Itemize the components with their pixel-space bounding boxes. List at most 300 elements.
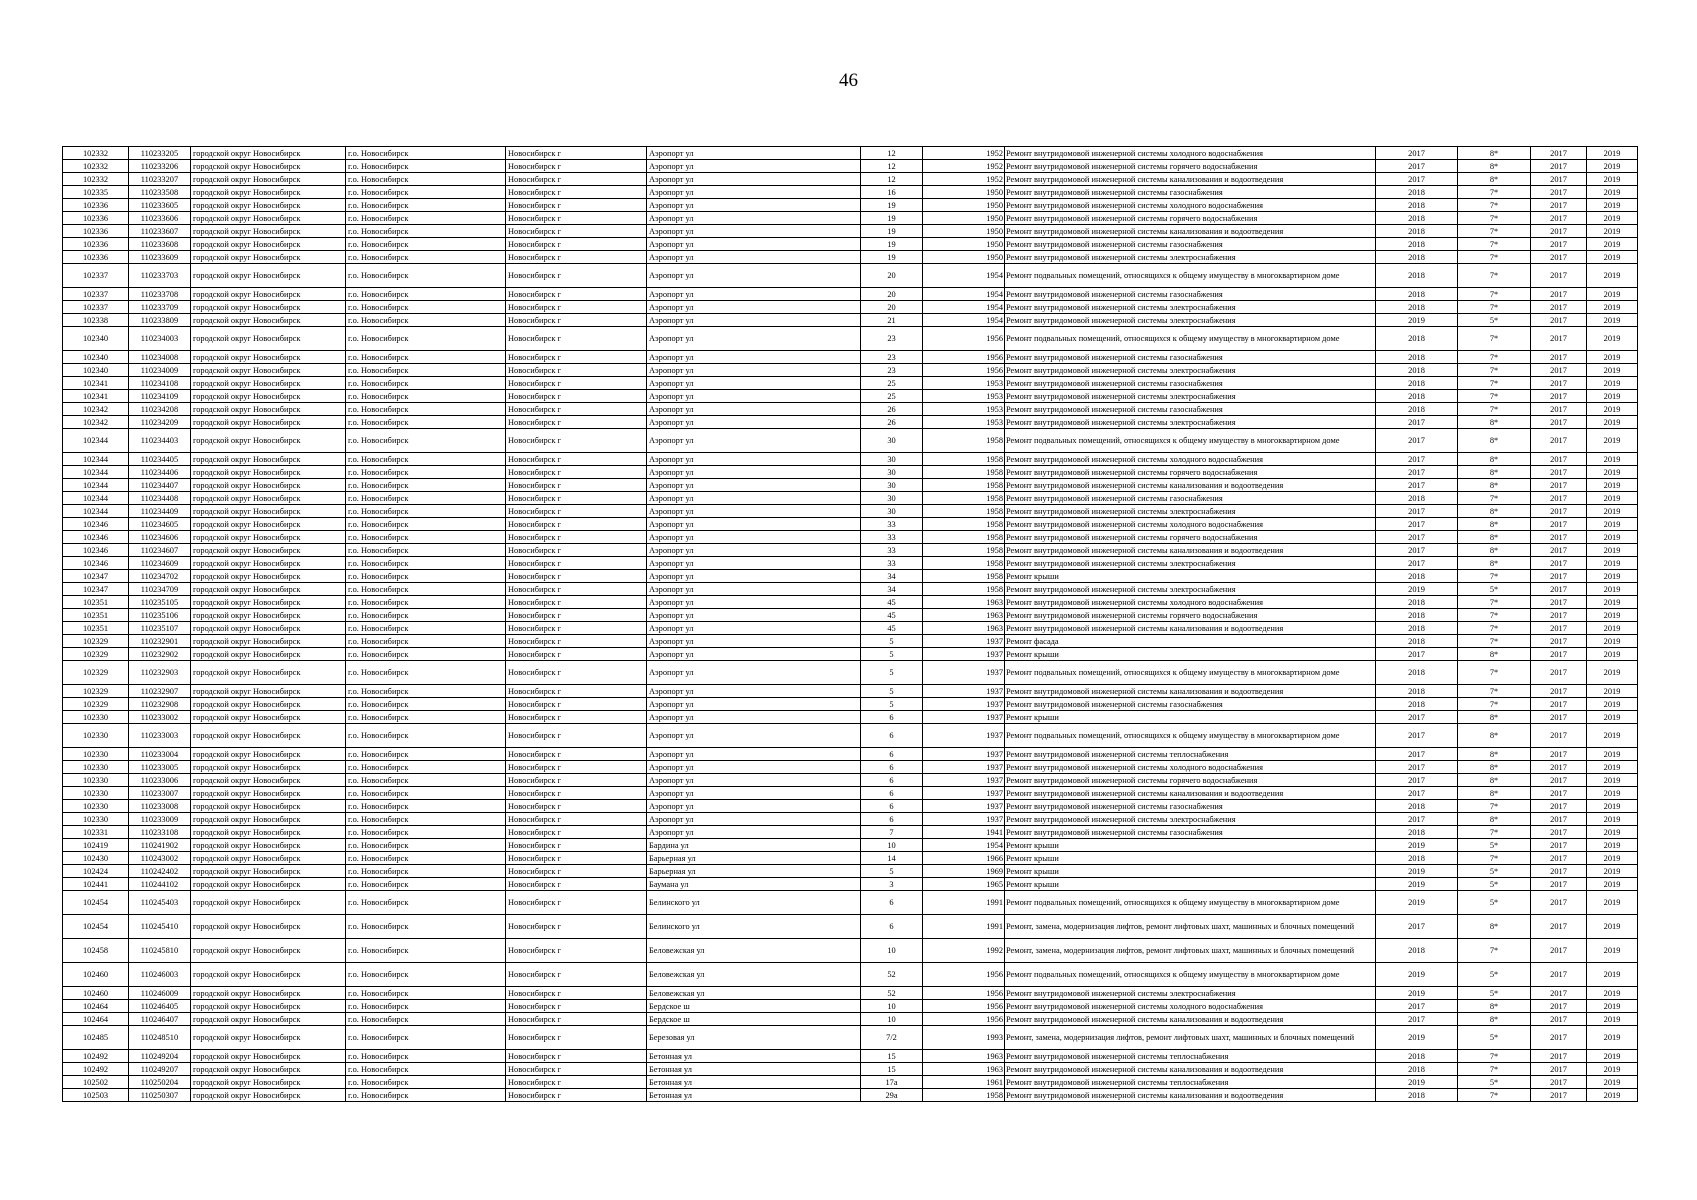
- cell-street: Аэропорт ул: [647, 787, 861, 800]
- cell-house-number: 5: [861, 635, 923, 648]
- cell-city: Новосибирск г: [506, 635, 647, 648]
- cell-build-year: 1953: [923, 403, 1005, 416]
- cell-street: Аэропорт ул: [647, 531, 861, 544]
- cell-period-end: 2019: [1587, 1013, 1638, 1026]
- cell-work-id: 110234009: [129, 364, 191, 377]
- cell-period-start: 2017: [1531, 544, 1587, 557]
- cell-plan-year: 2019: [1376, 963, 1458, 987]
- cell-priority: 5*: [1458, 963, 1531, 987]
- cell-priority: 8*: [1458, 453, 1531, 466]
- cell-period-end: 2019: [1587, 1089, 1638, 1102]
- cell-house-id: 102441: [63, 878, 129, 891]
- cell-priority: 7*: [1458, 251, 1531, 264]
- cell-period-start: 2017: [1531, 915, 1587, 939]
- cell-house-number: 30: [861, 505, 923, 518]
- cell-work-type: Ремонт крыши: [1005, 852, 1376, 865]
- cell-street: Аэропорт ул: [647, 351, 861, 364]
- cell-priority: 8*: [1458, 416, 1531, 429]
- table-row: [63, 364, 1638, 377]
- cell-house-id: 102329: [63, 661, 129, 685]
- cell-period-end: 2019: [1587, 724, 1638, 748]
- cell-plan-year: 2019: [1376, 987, 1458, 1000]
- cell-period-end: 2019: [1587, 635, 1638, 648]
- cell-house-number: 33: [861, 557, 923, 570]
- table-row: [63, 351, 1638, 364]
- cell-work-id: 110245810: [129, 939, 191, 963]
- cell-house-id: 102346: [63, 531, 129, 544]
- cell-street: Аэропорт ул: [647, 264, 861, 288]
- cell-house-number: 7: [861, 826, 923, 839]
- cell-period-start: 2017: [1531, 622, 1587, 635]
- table-row: [63, 199, 1638, 212]
- cell-period-start: 2017: [1531, 891, 1587, 915]
- cell-house-number: 10: [861, 1013, 923, 1026]
- cell-plan-year: 2017: [1376, 466, 1458, 479]
- cell-settlement: г.о. Новосибирск: [346, 570, 506, 583]
- cell-city: Новосибирск г: [506, 939, 647, 963]
- table-row: [63, 403, 1638, 416]
- cell-municipality: городской округ Новосибирск: [191, 826, 346, 839]
- cell-period-start: 2017: [1531, 466, 1587, 479]
- cell-house-id: 102351: [63, 596, 129, 609]
- table-row: [63, 685, 1638, 698]
- cell-period-start: 2017: [1531, 557, 1587, 570]
- cell-house-number: 6: [861, 711, 923, 724]
- cell-build-year: 1937: [923, 748, 1005, 761]
- cell-work-type: Ремонт подвальных помещений, относящихся к общему имуществу в многоквартирном доме: [1005, 963, 1376, 987]
- cell-work-type: Ремонт внутридомовой инженерной системы газоснабжения: [1005, 238, 1376, 251]
- cell-priority: 8*: [1458, 711, 1531, 724]
- cell-house-id: 102337: [63, 264, 129, 288]
- cell-work-type: Ремонт внутридомовой инженерной системы электроснабжения: [1005, 583, 1376, 596]
- cell-build-year: 1966: [923, 852, 1005, 865]
- table-row: [63, 826, 1638, 839]
- cell-municipality: городской округ Новосибирск: [191, 505, 346, 518]
- table-row: [63, 987, 1638, 1000]
- cell-house-id: 102347: [63, 583, 129, 596]
- cell-build-year: 1954: [923, 288, 1005, 301]
- cell-period-end: 2019: [1587, 251, 1638, 264]
- cell-build-year: 1963: [923, 622, 1005, 635]
- cell-settlement: г.о. Новосибирск: [346, 826, 506, 839]
- cell-city: Новосибирск г: [506, 288, 647, 301]
- cell-work-id: 110232907: [129, 685, 191, 698]
- cell-period-start: 2017: [1531, 225, 1587, 238]
- cell-plan-year: 2018: [1376, 186, 1458, 199]
- cell-period-end: 2019: [1587, 264, 1638, 288]
- cell-municipality: городской округ Новосибирск: [191, 852, 346, 865]
- cell-period-end: 2019: [1587, 314, 1638, 327]
- cell-priority: 7*: [1458, 826, 1531, 839]
- cell-municipality: городской округ Новосибирск: [191, 288, 346, 301]
- cell-build-year: 1937: [923, 685, 1005, 698]
- cell-period-start: 2017: [1531, 518, 1587, 531]
- cell-work-type: Ремонт, замена, модернизация лифтов, ремонт лифтовых шахт, машинных и блочных помещений: [1005, 939, 1376, 963]
- cell-city: Новосибирск г: [506, 238, 647, 251]
- cell-period-end: 2019: [1587, 403, 1638, 416]
- cell-settlement: г.о. Новосибирск: [346, 544, 506, 557]
- cell-street: Аэропорт ул: [647, 518, 861, 531]
- table-row: [63, 147, 1638, 160]
- cell-build-year: 1953: [923, 390, 1005, 403]
- cell-period-start: 2017: [1531, 364, 1587, 377]
- cell-municipality: городской округ Новосибирск: [191, 787, 346, 800]
- cell-street: Аэропорт ул: [647, 505, 861, 518]
- cell-house-id: 102329: [63, 685, 129, 698]
- cell-work-id: 110250204: [129, 1076, 191, 1089]
- cell-work-type: Ремонт внутридомовой инженерной системы холодного водоснабжения: [1005, 518, 1376, 531]
- cell-work-id: 110234605: [129, 518, 191, 531]
- cell-period-start: 2017: [1531, 1000, 1587, 1013]
- cell-municipality: городской округ Новосибирск: [191, 173, 346, 186]
- cell-street: Барьерная ул: [647, 865, 861, 878]
- cell-settlement: г.о. Новосибирск: [346, 531, 506, 544]
- cell-priority: 7*: [1458, 327, 1531, 351]
- cell-plan-year: 2018: [1376, 661, 1458, 685]
- table-row: [63, 787, 1638, 800]
- table-row: [63, 891, 1638, 915]
- cell-settlement: г.о. Новосибирск: [346, 1063, 506, 1076]
- cell-work-type: Ремонт подвальных помещений, относящихся к общему имуществу в многоквартирном доме: [1005, 724, 1376, 748]
- cell-house-id: 102503: [63, 1089, 129, 1102]
- cell-build-year: 1993: [923, 1026, 1005, 1050]
- cell-period-start: 2017: [1531, 479, 1587, 492]
- cell-house-number: 19: [861, 212, 923, 225]
- cell-street: Аэропорт ул: [647, 327, 861, 351]
- cell-settlement: г.о. Новосибирск: [346, 186, 506, 199]
- cell-priority: 5*: [1458, 878, 1531, 891]
- cell-period-start: 2017: [1531, 429, 1587, 453]
- cell-period-end: 2019: [1587, 787, 1638, 800]
- cell-build-year: 1941: [923, 826, 1005, 839]
- cell-work-id: 110249207: [129, 1063, 191, 1076]
- cell-house-id: 102344: [63, 479, 129, 492]
- cell-street: Бардина ул: [647, 839, 861, 852]
- cell-period-end: 2019: [1587, 1063, 1638, 1076]
- cell-municipality: городской округ Новосибирск: [191, 724, 346, 748]
- table-row: [63, 1000, 1638, 1013]
- cell-build-year: 1958: [923, 583, 1005, 596]
- cell-work-type: Ремонт внутридомовой инженерной системы горячего водоснабжения: [1005, 466, 1376, 479]
- cell-priority: 8*: [1458, 915, 1531, 939]
- cell-street: Аэропорт ул: [647, 416, 861, 429]
- cell-settlement: г.о. Новосибирск: [346, 212, 506, 225]
- cell-city: Новосибирск г: [506, 963, 647, 987]
- cell-work-type: Ремонт подвальных помещений, относящихся к общему имуществу в многоквартирном доме: [1005, 661, 1376, 685]
- table-row: [63, 648, 1638, 661]
- cell-house-number: 6: [861, 787, 923, 800]
- cell-house-number: 12: [861, 160, 923, 173]
- cell-house-number: 17а: [861, 1076, 923, 1089]
- cell-settlement: г.о. Новосибирск: [346, 839, 506, 852]
- cell-street: Аэропорт ул: [647, 377, 861, 390]
- cell-street: Аэропорт ул: [647, 429, 861, 453]
- cell-build-year: 1937: [923, 648, 1005, 661]
- cell-priority: 7*: [1458, 288, 1531, 301]
- cell-build-year: 1961: [923, 1076, 1005, 1089]
- cell-house-id: 102460: [63, 987, 129, 1000]
- cell-priority: 7*: [1458, 1050, 1531, 1063]
- cell-street: Аэропорт ул: [647, 199, 861, 212]
- cell-settlement: г.о. Новосибирск: [346, 724, 506, 748]
- cell-work-type: Ремонт подвальных помещений, относящихся к общему имуществу в многоквартирном доме: [1005, 891, 1376, 915]
- cell-municipality: городской округ Новосибирск: [191, 429, 346, 453]
- cell-period-end: 2019: [1587, 544, 1638, 557]
- cell-municipality: городской округ Новосибирск: [191, 364, 346, 377]
- cell-work-id: 110245410: [129, 915, 191, 939]
- cell-city: Новосибирск г: [506, 685, 647, 698]
- cell-plan-year: 2018: [1376, 351, 1458, 364]
- cell-plan-year: 2017: [1376, 1000, 1458, 1013]
- cell-build-year: 1958: [923, 492, 1005, 505]
- cell-house-id: 102454: [63, 891, 129, 915]
- cell-work-type: Ремонт внутридомовой инженерной системы канализования и водоотведения: [1005, 479, 1376, 492]
- cell-build-year: 1950: [923, 251, 1005, 264]
- cell-house-number: 12: [861, 173, 923, 186]
- cell-house-id: 102351: [63, 609, 129, 622]
- table-row: [63, 390, 1638, 403]
- cell-street: Аэропорт ул: [647, 761, 861, 774]
- cell-settlement: г.о. Новосибирск: [346, 314, 506, 327]
- cell-settlement: г.о. Новосибирск: [346, 518, 506, 531]
- cell-build-year: 1937: [923, 724, 1005, 748]
- cell-street: Аэропорт ул: [647, 583, 861, 596]
- cell-work-id: 110233004: [129, 748, 191, 761]
- cell-build-year: 1958: [923, 531, 1005, 544]
- cell-period-start: 2017: [1531, 147, 1587, 160]
- cell-priority: 7*: [1458, 351, 1531, 364]
- cell-municipality: городской округ Новосибирск: [191, 865, 346, 878]
- cell-municipality: городской округ Новосибирск: [191, 915, 346, 939]
- cell-work-type: Ремонт внутридомовой инженерной системы газоснабжения: [1005, 492, 1376, 505]
- cell-period-start: 2017: [1531, 264, 1587, 288]
- cell-build-year: 1953: [923, 377, 1005, 390]
- cell-settlement: г.о. Новосибирск: [346, 1026, 506, 1050]
- cell-house-id: 102331: [63, 826, 129, 839]
- cell-city: Новосибирск г: [506, 429, 647, 453]
- cell-build-year: 1991: [923, 915, 1005, 939]
- cell-period-end: 2019: [1587, 596, 1638, 609]
- cell-settlement: г.о. Новосибирск: [346, 288, 506, 301]
- cell-work-id: 110246009: [129, 987, 191, 1000]
- cell-period-start: 2017: [1531, 492, 1587, 505]
- cell-period-start: 2017: [1531, 852, 1587, 865]
- cell-street: Белинского ул: [647, 891, 861, 915]
- cell-work-type: Ремонт крыши: [1005, 839, 1376, 852]
- cell-house-id: 102454: [63, 915, 129, 939]
- cell-settlement: г.о. Новосибирск: [346, 596, 506, 609]
- cell-city: Новосибирск г: [506, 570, 647, 583]
- cell-settlement: г.о. Новосибирск: [346, 327, 506, 351]
- cell-priority: 8*: [1458, 479, 1531, 492]
- cell-period-start: 2017: [1531, 1089, 1587, 1102]
- cell-street: Аэропорт ул: [647, 147, 861, 160]
- cell-city: Новосибирск г: [506, 518, 647, 531]
- cell-municipality: городской округ Новосибирск: [191, 648, 346, 661]
- cell-period-end: 2019: [1587, 748, 1638, 761]
- cell-plan-year: 2019: [1376, 583, 1458, 596]
- table-row: [63, 531, 1638, 544]
- cell-work-id: 110234607: [129, 544, 191, 557]
- table-row: [63, 1013, 1638, 1026]
- cell-plan-year: 2019: [1376, 865, 1458, 878]
- cell-period-end: 2019: [1587, 609, 1638, 622]
- cell-municipality: городской округ Новосибирск: [191, 314, 346, 327]
- cell-priority: 5*: [1458, 865, 1531, 878]
- cell-plan-year: 2017: [1376, 160, 1458, 173]
- cell-city: Новосибирск г: [506, 212, 647, 225]
- cell-house-number: 5: [861, 685, 923, 698]
- cell-city: Новосибирск г: [506, 748, 647, 761]
- cell-house-number: 26: [861, 416, 923, 429]
- cell-priority: 8*: [1458, 544, 1531, 557]
- cell-settlement: г.о. Новосибирск: [346, 661, 506, 685]
- cell-street: Аэропорт ул: [647, 570, 861, 583]
- cell-settlement: г.о. Новосибирск: [346, 364, 506, 377]
- cell-house-number: 15: [861, 1063, 923, 1076]
- cell-house-id: 102485: [63, 1026, 129, 1050]
- cell-build-year: 1937: [923, 800, 1005, 813]
- cell-municipality: городской округ Новосибирск: [191, 518, 346, 531]
- cell-plan-year: 2018: [1376, 327, 1458, 351]
- cell-street: Аэропорт ул: [647, 160, 861, 173]
- cell-period-end: 2019: [1587, 939, 1638, 963]
- cell-city: Новосибирск г: [506, 557, 647, 570]
- cell-work-id: 110234409: [129, 505, 191, 518]
- cell-work-id: 110234702: [129, 570, 191, 583]
- cell-priority: 8*: [1458, 173, 1531, 186]
- cell-city: Новосибирск г: [506, 314, 647, 327]
- cell-work-id: 110234709: [129, 583, 191, 596]
- cell-build-year: 1958: [923, 466, 1005, 479]
- cell-street: Аэропорт ул: [647, 748, 861, 761]
- cell-plan-year: 2017: [1376, 544, 1458, 557]
- cell-city: Новосибирск г: [506, 1026, 647, 1050]
- cell-municipality: городской округ Новосибирск: [191, 963, 346, 987]
- cell-period-end: 2019: [1587, 531, 1638, 544]
- cell-plan-year: 2018: [1376, 288, 1458, 301]
- cell-build-year: 1954: [923, 301, 1005, 314]
- cell-settlement: г.о. Новосибирск: [346, 939, 506, 963]
- cell-house-id: 102492: [63, 1063, 129, 1076]
- cell-work-id: 110234108: [129, 377, 191, 390]
- cell-build-year: 1958: [923, 557, 1005, 570]
- cell-house-id: 102340: [63, 351, 129, 364]
- cell-city: Новосибирск г: [506, 800, 647, 813]
- cell-priority: 8*: [1458, 724, 1531, 748]
- cell-priority: 7*: [1458, 939, 1531, 963]
- cell-priority: 8*: [1458, 648, 1531, 661]
- cell-period-start: 2017: [1531, 351, 1587, 364]
- cell-house-id: 102458: [63, 939, 129, 963]
- cell-house-number: 20: [861, 264, 923, 288]
- cell-work-id: 110250307: [129, 1089, 191, 1102]
- cell-work-type: Ремонт крыши: [1005, 878, 1376, 891]
- cell-period-start: 2017: [1531, 288, 1587, 301]
- cell-period-start: 2017: [1531, 212, 1587, 225]
- cell-municipality: городской округ Новосибирск: [191, 839, 346, 852]
- cell-work-type: Ремонт внутридомовой инженерной системы электроснабжения: [1005, 364, 1376, 377]
- cell-street: Аэропорт ул: [647, 557, 861, 570]
- cell-build-year: 1958: [923, 518, 1005, 531]
- cell-street: Аэропорт ул: [647, 648, 861, 661]
- cell-plan-year: 2018: [1376, 403, 1458, 416]
- cell-city: Новосибирск г: [506, 622, 647, 635]
- cell-period-start: 2017: [1531, 583, 1587, 596]
- cell-period-start: 2017: [1531, 186, 1587, 199]
- cell-work-type: Ремонт внутридомовой инженерной системы канализования и водоотведения: [1005, 225, 1376, 238]
- cell-municipality: городской округ Новосибирск: [191, 622, 346, 635]
- cell-plan-year: 2017: [1376, 813, 1458, 826]
- cell-house-id: 102347: [63, 570, 129, 583]
- cell-period-start: 2017: [1531, 724, 1587, 748]
- cell-street: Аэропорт ул: [647, 212, 861, 225]
- cell-house-number: 30: [861, 492, 923, 505]
- cell-plan-year: 2017: [1376, 416, 1458, 429]
- cell-period-start: 2017: [1531, 1076, 1587, 1089]
- cell-work-type: Ремонт внутридомовой инженерной системы газоснабжения: [1005, 800, 1376, 813]
- cell-city: Новосибирск г: [506, 987, 647, 1000]
- cell-period-start: 2017: [1531, 160, 1587, 173]
- cell-house-id: 102424: [63, 865, 129, 878]
- cell-settlement: г.о. Новосибирск: [346, 147, 506, 160]
- cell-settlement: г.о. Новосибирск: [346, 865, 506, 878]
- cell-period-end: 2019: [1587, 199, 1638, 212]
- table-row: [63, 1050, 1638, 1063]
- cell-work-type: Ремонт внутридомовой инженерной системы теплоснабжения: [1005, 1076, 1376, 1089]
- cell-house-id: 102346: [63, 557, 129, 570]
- cell-street: Аэропорт ул: [647, 314, 861, 327]
- cell-municipality: городской округ Новосибирск: [191, 199, 346, 212]
- cell-municipality: городской округ Новосибирск: [191, 301, 346, 314]
- cell-house-id: 102332: [63, 160, 129, 173]
- cell-municipality: городской округ Новосибирск: [191, 685, 346, 698]
- cell-municipality: городской округ Новосибирск: [191, 1076, 346, 1089]
- cell-plan-year: 2017: [1376, 787, 1458, 800]
- cell-settlement: г.о. Новосибирск: [346, 466, 506, 479]
- table-row: [63, 492, 1638, 505]
- cell-house-number: 29а: [861, 1089, 923, 1102]
- cell-period-end: 2019: [1587, 583, 1638, 596]
- cell-period-end: 2019: [1587, 557, 1638, 570]
- cell-work-id: 110234209: [129, 416, 191, 429]
- cell-period-end: 2019: [1587, 160, 1638, 173]
- cell-work-id: 110234403: [129, 429, 191, 453]
- cell-municipality: городской округ Новосибирск: [191, 1000, 346, 1013]
- cell-city: Новосибирск г: [506, 173, 647, 186]
- cell-settlement: г.о. Новосибирск: [346, 429, 506, 453]
- cell-house-id: 102330: [63, 711, 129, 724]
- cell-build-year: 1950: [923, 238, 1005, 251]
- table-row: [63, 852, 1638, 865]
- cell-settlement: г.о. Новосибирск: [346, 963, 506, 987]
- cell-house-number: 30: [861, 453, 923, 466]
- cell-municipality: городской округ Новосибирск: [191, 531, 346, 544]
- cell-build-year: 1950: [923, 225, 1005, 238]
- cell-house-number: 14: [861, 852, 923, 865]
- cell-house-number: 30: [861, 429, 923, 453]
- cell-municipality: городской округ Новосибирск: [191, 635, 346, 648]
- cell-settlement: г.о. Новосибирск: [346, 199, 506, 212]
- cell-priority: 7*: [1458, 264, 1531, 288]
- cell-build-year: 1956: [923, 963, 1005, 987]
- cell-house-number: 20: [861, 301, 923, 314]
- cell-house-id: 102341: [63, 377, 129, 390]
- cell-house-number: 12: [861, 147, 923, 160]
- cell-period-start: 2017: [1531, 839, 1587, 852]
- cell-priority: 8*: [1458, 1000, 1531, 1013]
- cell-work-type: Ремонт внутридомовой инженерной системы газоснабжения: [1005, 186, 1376, 199]
